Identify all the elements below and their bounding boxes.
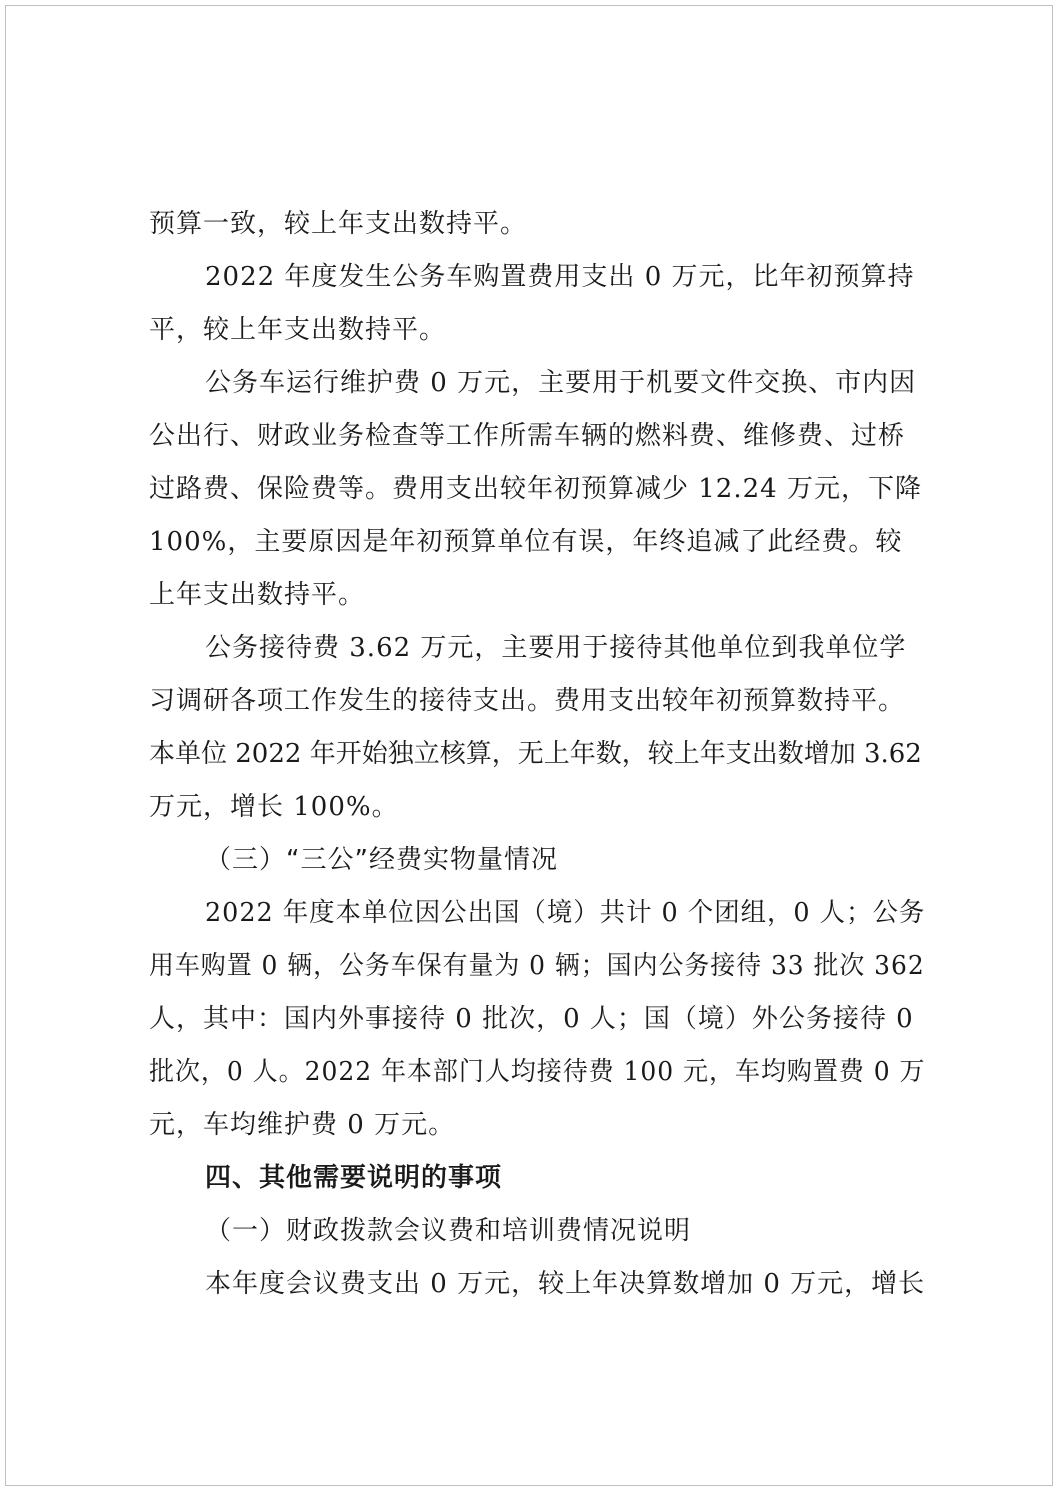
- text-line: 习调研各项工作发生的接待支出。费用支出较年初预算数持平。: [149, 686, 906, 716]
- text-line: 本单位 2022 年开始独立核算，无上年数，较上年支出数增加 3.62: [149, 739, 922, 769]
- text-line: 公务接待费 3.62 万元，主要用于接待其他单位到我单位学: [205, 633, 907, 663]
- text-line: 批次，0 人。2022 年本部门人均接待费 100 元，车均购置费 0 万: [149, 1057, 926, 1087]
- text-line: 人，其中：国内外事接待 0 批次，0 人；国（境）外公务接待 0: [149, 1004, 914, 1034]
- text-line: 上年支出数持平。: [149, 580, 366, 610]
- text-line: 过路费、保险费等。费用支出较年初预算减少 12.24 万元，下降: [149, 474, 922, 504]
- text-line: 公务车运行维护费 0 万元，主要用于机要文件交换、市内因: [205, 368, 917, 398]
- text-line: 2022 年度发生公务车购置费用支出 0 万元，比年初预算持: [205, 262, 915, 292]
- text-line: 平，较上年支出数持平。: [149, 315, 447, 345]
- text-line: 用车购置 0 辆，公务车保有量为 0 辆；国内公务接待 33 批次 362: [149, 951, 925, 981]
- text-line: 2022 年度本单位因公出国（境）共计 0 个团组，0 人；公务: [205, 898, 926, 928]
- text-line: 预算一致，较上年支出数持平。: [149, 209, 528, 239]
- text-line: 本年度会议费支出 0 万元，较上年决算数增加 0 万元，增长: [205, 1269, 926, 1299]
- text-line: 元，车均维护费 0 万元。: [149, 1110, 456, 1140]
- text-line: 公出行、财政业务检查等工作所需车辆的燃料费、维修费、过桥: [149, 421, 906, 451]
- page: [5, 5, 1053, 1486]
- text-line: 100%，主要原因是年初预算单位有误，年终追减了此经费。较: [149, 527, 903, 557]
- subsection-heading-1: （一）财政拨款会议费和培训费情况说明: [205, 1216, 692, 1246]
- section-heading-3: （三）“三公”经费实物量情况: [205, 845, 558, 875]
- section-heading-4: 四、其他需要说明的事项: [205, 1163, 503, 1193]
- text-line: 万元，增长 100%。: [149, 792, 399, 822]
